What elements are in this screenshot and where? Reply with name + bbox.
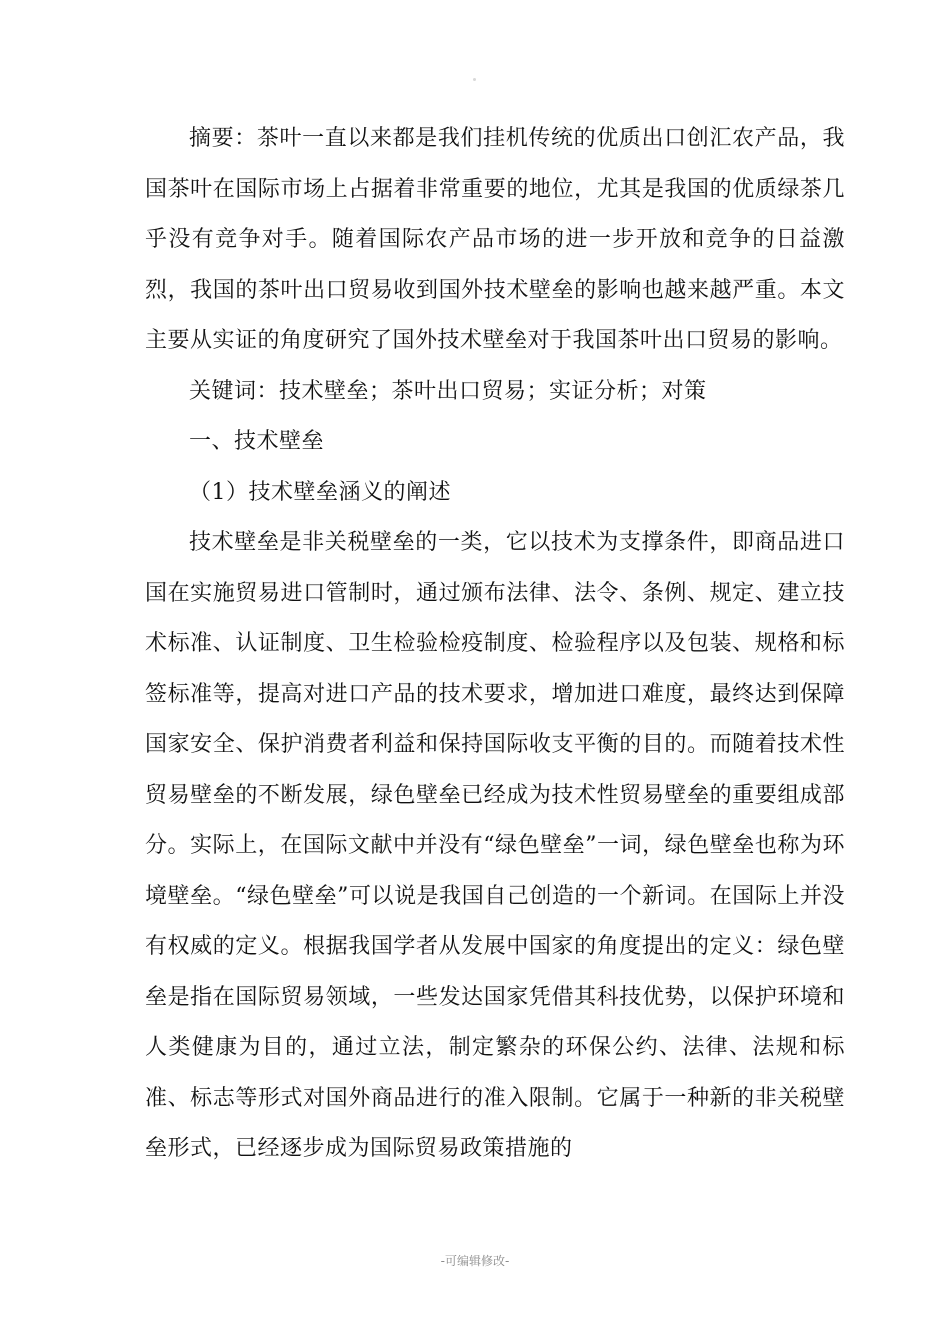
abstract-paragraph: 摘要：茶叶一直以来都是我们挂机传统的优质出口创汇农产品，我国茶叶在国际市场上占据着非常重要的地位，尤其是我国的优质绿茶几乎没有竞争对手。随着国际农产品市场的进一步开放和竞争的日益激烈，我国的茶叶出口贸易收到国外技术壁垒的影响也越来越严重。本文主要从实证的角度研究了国外技术壁垒对于我国茶叶出口贸易的影响。 xyxy=(145,126,845,353)
body-paragraph: 技术壁垒是非关税壁垒的一类，它以技术为支撑条件，即商品进口国在实施贸易进口管制时，通过颁布法律、法令、条例、规定、建立技术标准、认证制度、卫生检验检疫制度、检验程序以及包装、规格和标签标准等，提高对进口产品的技术要求，增加进口难度，最终达到保障国家安全、保护消费者利益和保持国际收支平衡的目的。而随着技术性贸易壁垒的不断发展，绿色壁垒已经成为技术性贸易壁垒的重要组成部分。实际上，在国际文献中并没有“绿色壁垒”一词，绿色壁垒也称为环境壁垒。“绿色壁垒”可以说是我国自己创造的一个新词。在国际上并没有权威的定义。根据我国学者从发展中国家的角度提出的定义：绿色壁垒是指在国际贸易领域，一些发达国家凭借其科技优势，以保护环境和人类健康为目的，通过立法，制定繁杂的环保公约、法律、法规和标准、标志等形式对国外商品进行的准入限制。它属于一种新的非关税壁垒形式，已经逐步成为国际贸易政策措施的 xyxy=(145,530,845,1161)
page-top-mark xyxy=(473,78,476,81)
keywords-paragraph: 关键词：技术壁垒；茶叶出口贸易；实证分析；对策 xyxy=(189,378,707,404)
subsection-heading: （1）技术壁垒涵义的阐述 xyxy=(189,479,451,505)
page-footer: -可编辑修改- xyxy=(440,1254,510,1268)
document-body xyxy=(145,114,845,1175)
section-heading: 一、技术壁垒 xyxy=(189,429,325,454)
